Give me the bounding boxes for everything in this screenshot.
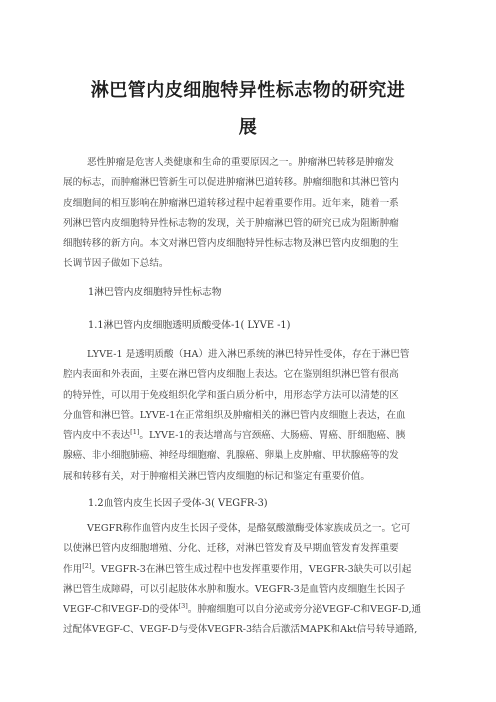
vegfr3-line: VEGFR称作血管内皮生长因子受体，是酪氨酸激酶受体家族成员之一。它可 [87,523,411,534]
vegfr3-line: 淋巴管生成障碍，可以引起肢体水肿和腹水。VEGFR-3是血管内皮细胞生长因子 [63,583,406,595]
citation-ref: [3] [178,602,188,611]
text-run: 。肿瘤细胞可以自分泌或旁分泌VEGF-C和VEGF-D,通 [187,604,422,616]
lyve1-line: 分血管和淋巴管。LYVE-1在正常组织及肿瘤相关的淋巴管内皮细胞上表达，在血 [63,409,406,421]
lyve1-line: 腺癌、非小细胞肺癌、神经母细胞瘤、乳腺癌、卵巢上皮肿瘤、甲状腺癌等的发 [63,450,399,462]
title-line-1: 淋巴管内皮细胞特异性标志物的研究进 [90,80,406,101]
subsection-heading: 1.2血管内皮生长因子受体-3( VEGFR-3) [88,498,268,509]
intro-paragraph [63,153,433,275]
title-line-2: 展 [238,117,258,138]
lyve1-line: 腔内表面和外表面，主要在淋巴管内皮细胞上表达。它在鉴别组织淋巴管有很高 [63,369,399,381]
lyve1-line: 的特异性，可以用于免疫组织化学和蛋白质分析中，用形态学方法可以清楚的区 [63,389,399,401]
intro-line: 恶性肿瘤是危害人类健康和生命的重要原因之一。肿瘤淋巴转移是肿瘤发 [87,157,394,168]
lyve1-line: LYVE-1 是透明质酸（HA）进入淋巴系统的淋巴特异性受体，存在于淋巴管 [87,349,410,360]
intro-line: 列淋巴管内皮细胞特异性标志物的发现，关于肿瘤淋巴管的研究已成为阻断肿瘤 [63,217,399,229]
text-run: 。LYVE-1的表达增高与宫颈癌、大肠癌、胃癌、肝细胞癌、胰 [139,430,406,442]
intro-line: 细胞转移的新方向。本文对淋巴管内皮细胞特异性标志物及淋巴管内皮细胞的生 [63,238,399,250]
text-run: VEGF-C和VEGF-D的受体 [63,604,179,616]
citation-ref: [2] [82,561,92,570]
intro-line: 展的标志，而肿瘤淋巴管新生可以促进肿瘤淋巴道转移。肿瘤细胞和其淋巴管内 [63,177,399,189]
vegfr3-paragraph [63,519,433,641]
vegfr3-line: 以使淋巴管内皮细胞增殖、分化、迁移，对淋巴管发育及早期血管发育发挥重要 [63,543,399,555]
vegfr3-line [63,560,433,580]
intro-line: 皮细胞间的相互影响在肿瘤淋巴道转移过程中起着重要作用。近年来，随着一系 [63,197,399,209]
citation-ref: [1] [130,428,140,437]
text-run: 。VEGFR-3在淋巴管生成过程中也发挥重要作用，VEGFR-3缺失可以引起 [91,563,412,575]
text-run: 作用 [63,563,83,575]
subsection-heading: 1.1淋巴管内皮细胞透明质酸受体-1( LYVE -1) [88,320,291,331]
document-title [40,72,456,146]
text-run: 管内皮中不表达 [63,430,131,442]
lyve1-line: 展和转移有关，对于肿瘤相关淋巴管内皮细胞的标记和鉴定有重要价值。 [63,470,370,482]
lyve1-line [63,426,433,446]
section-heading: 1淋巴管内皮细胞特异性标志物 [88,287,222,298]
vegfr3-line: 过配体VEGF-C、VEGF-D与受体VEGFR-3结合后激活MAPK和Akt信号转导通路, [63,624,418,636]
lyve1-paragraph [63,345,433,487]
vegfr3-line [63,600,433,620]
intro-line: 长调节因子做如下总结。 [63,258,169,270]
